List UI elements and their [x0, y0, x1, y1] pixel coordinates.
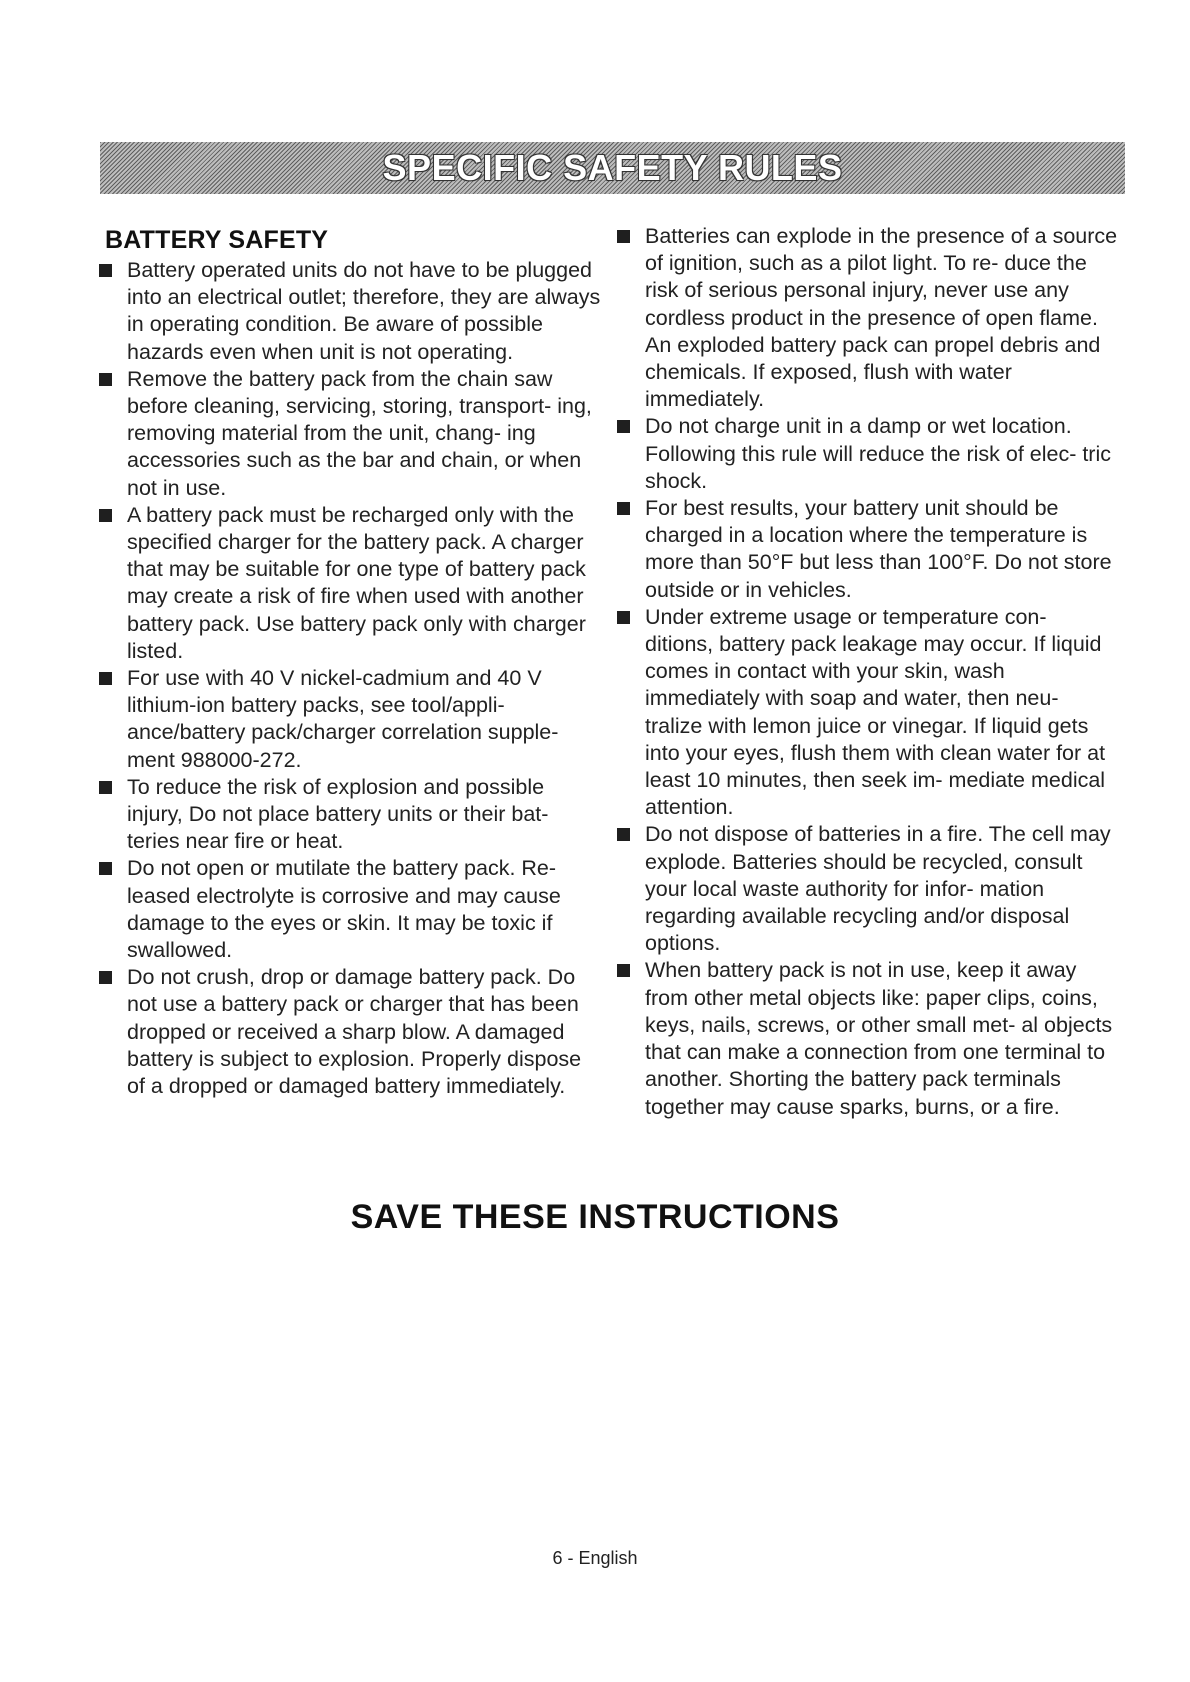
square-bullet-icon [99, 862, 112, 875]
rule-text: To reduce the risk of explosion and possible injury, Do not place battery units or their bat- teries near fire or heat. [127, 774, 549, 854]
rule-item [615, 957, 1120, 1120]
rule-text: Do not charge unit in a damp or wet location. Following this rule will reduce the risk of elec- tric shock. [645, 414, 1111, 493]
square-bullet-icon [617, 828, 630, 841]
square-bullet-icon [99, 781, 112, 794]
square-bullet-icon [99, 672, 112, 685]
rule-item [97, 502, 602, 665]
square-bullet-icon [99, 509, 112, 522]
rule-text: A battery pack must be recharged only with the specified charger for the battery pack. A charger that may be suitable for one type of battery pack may create a risk of fire when used with another battery pack. Use battery pack only with charger listed. [127, 502, 586, 663]
right-column [615, 223, 1120, 1121]
rule-item [615, 821, 1120, 957]
rule-item [97, 366, 602, 502]
rule-text: For best results, your battery unit should be charged in a location where the temperature is more than 50°F but less than 100°F. Do not store outside or in vehicles. [645, 496, 1112, 602]
rule-text: Do not dispose of batteries in a fire. The cell may explode. Batteries should be recycled, consult your local waste authority for infor- mation regarding available recycling and/or disposal options. [645, 822, 1111, 956]
rule-item [615, 604, 1120, 822]
rule-text: Do not open or mutilate the battery pack. Re- leased electrolyte is corrosive and may cause damage to the eyes or skin. It may be toxic if swallowed. [127, 856, 561, 963]
rule-text: Battery operated units do not have to be plugged into an electrical outlet; therefore, they are always in operating condition. Be aware of possible hazards even when unit is not operating. [127, 258, 601, 364]
square-bullet-icon [617, 611, 630, 624]
rule-item [97, 855, 602, 964]
rule-text: When battery pack is not in use, keep it away from other metal objects like: paper clips, coins, keys, nails, screws, or other small met- al objects that can make a connection from one terminal to another. Shorting the battery pack terminals together may cause sparks, burns, or a fire. [645, 958, 1113, 1119]
right-rules-list [615, 223, 1120, 1121]
section-banner [100, 142, 1125, 194]
square-bullet-icon [617, 964, 630, 977]
save-instructions-heading: SAVE THESE INSTRUCTIONS [350, 1198, 840, 1236]
square-bullet-icon [99, 971, 112, 984]
rule-text: Batteries can explode in the presence of a source of ignition, such as a pilot light. To re- duce the risk of serious personal injury, never use any cordless product in the presence of open flame. An exploded battery pack can propel debris and chemicals. If exposed, flush with water immediately. [645, 224, 1118, 412]
square-bullet-icon [99, 264, 112, 277]
left-rules-list [97, 257, 602, 1100]
battery-safety-heading: BATTERY SAFETY [105, 226, 329, 254]
square-bullet-icon [99, 373, 112, 386]
rule-item [615, 495, 1120, 604]
square-bullet-icon [617, 230, 630, 243]
rule-item [97, 257, 602, 366]
left-column [97, 223, 602, 1100]
rule-item [97, 774, 602, 856]
square-bullet-icon [617, 502, 630, 515]
rule-item [97, 665, 602, 774]
rule-text: Under extreme usage or temperature con- ditions, battery pack leakage may occur. If liquid comes in contact with your skin, wash immediately with soap and water, then neu- tralize with lemon juice or vinegar. If liquid gets into your eyes, flush them with clean water for at least 10 minutes, then seek im- mediate medical attention. [645, 604, 1106, 820]
page-number: 6 - English [552, 1548, 638, 1568]
rule-item [97, 964, 602, 1100]
rule-item [615, 223, 1120, 413]
rule-text: Remove the battery pack from the chain saw before cleaning, servicing, storing, transport- ing, removing material from the unit, chang- ing accessories such as the bar and chain, or when not in use. [127, 366, 592, 500]
banner-title: SPECIFIC SAFETY RULES [382, 147, 843, 188]
rule-text: For use with 40 V nickel-cadmium and 40 V lithium-ion battery packs, see tool/appli- ance/battery pack/charger correlation supple- ment 988000-272. [127, 666, 559, 772]
rule-text: Do not crush, drop or damage battery pack. Do not use a battery pack or charger that has been dropped or received a sharp blow. A damaged battery is subject to explosion. Properly dispose of a dropped or damaged battery immediately. [127, 965, 582, 1099]
square-bullet-icon [617, 420, 630, 433]
rule-item [615, 413, 1120, 495]
